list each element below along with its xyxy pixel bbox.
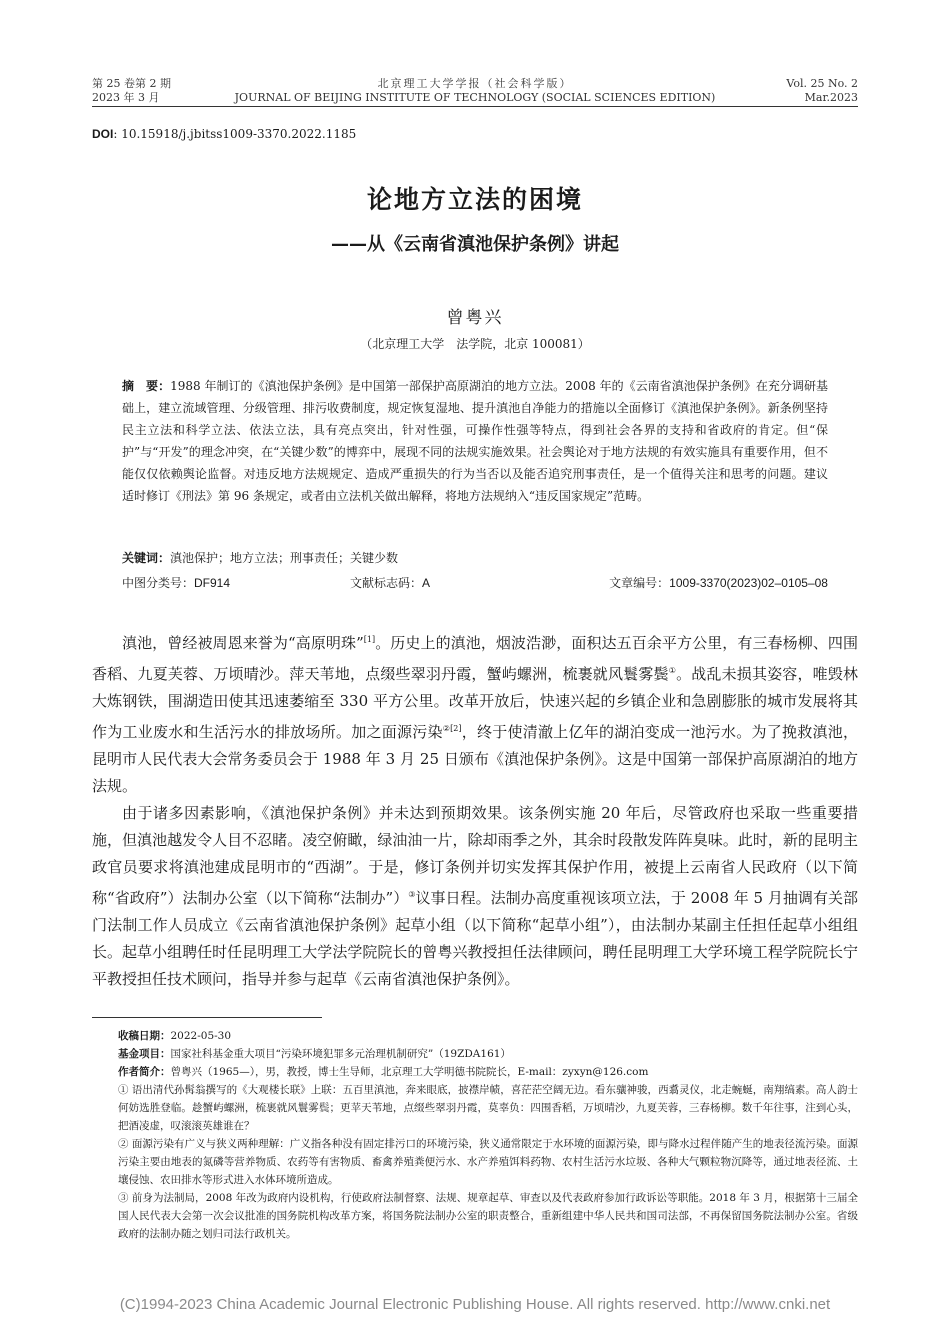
paper-title: 论地方立法的困境	[366, 185, 583, 214]
paragraph: 由于诸多因素影响，《滇池保护条例》并未达到预期效果。该条例实施 20 年后，尽管政府也采取一些重要措施，但滇池越发令人目不忍睹。凌空俯瞰，绿油油一片，除却雨季之外，其余时段散发阵阵臭味。此时，新的昆明主政官员要求将滇池建成昆明市的“西湖”。于是，修订条例并切实发挥其保护作用，被提上云南省人民政府（以下简称“省政府”）法制办公室（以下简称“法制办”）③议事日程。法制办高度重视该项立法，于 2008 年 5 月抽调有关部门法制工作人员成立《云南省滇池保护条例》起草小组（以下简称“起草小组”），由法制办某副主任担任起草小组组长。起草小组聘任时任昆明理工大学法学院院长的曾粤兴教授担任法律顾问，聘任昆明理工大学环境工程学院院长宁平教授担任技术顾问，指导并参与起草《云南省滇池保护条例》。	[92, 804, 859, 988]
abstract	[122, 375, 828, 507]
journal-name-cn: 北京理工大学学报（社会科学版）	[377, 77, 573, 90]
header-volume-cn: 第 25 卷第 2 期	[92, 77, 171, 90]
copyright-notice: (C)1994-2023 China Academic Journal Electronic Publishing House. All rights reserved. http://www.cnki.net	[119, 1296, 831, 1313]
footnote-3: ③ 前身为法制局，2008 年改为政府内设机构，行使政府法制督察、法规、规章起草、审查以及代表政府参加行政诉讼等职能。2018 年 3 月，根据第十三届全国人民代表大会第一次会议批准的国务院机构改革方案，将国务院法制办公室的职责整合，重新组建中华人民共和国司法部，不再保留国务院法制办公室。省级政府的法制办随之划归司法行政机关。	[118, 1192, 858, 1240]
document-code: 文献标志码：A	[350, 576, 431, 590]
fund-project: 基金项目：国家社科基金重大项目“污染环境犯罪多元治理机制研究”（19ZDA161）	[118, 1048, 511, 1060]
article-number: 文章编号：1009-3370(2023)02–0105–08	[609, 576, 828, 590]
body-text	[92, 626, 858, 993]
header-date-cn: 2023 年 3 月	[92, 91, 160, 104]
doi-label: DOI	[92, 127, 114, 141]
footnote-2: ② 面源污染有广义与狭义两种理解：广义指各种没有固定排污口的环境污染，狭义通常限定于水环境的面源污染，即与降水过程伴随产生的地表径流污染。面源污染主要由地表的氮磷等营养物质、农药等有害物质、畜禽养殖粪便污水、水产养殖饵料药物、农村生活污水垃圾、各种大气颗粒物沉降等，通过地表径流、土壤侵蚀、农田排水等形式进入水体环境所造成。	[118, 1138, 858, 1186]
header-date-en: Mar.2023	[804, 91, 858, 104]
abstract-label: 摘 要：	[122, 379, 171, 393]
author-affiliation: （北京理工大学 法学院，北京 100081）	[360, 337, 590, 351]
footnote-ref: ③	[408, 890, 416, 899]
header-issue	[92, 77, 171, 105]
header-volume-en: Vol. 25 No. 2	[786, 77, 858, 90]
footnote-ref: ①	[668, 666, 677, 675]
keywords-text: 滇池保护；地方立法；刑事责任；关键少数	[170, 551, 399, 565]
author-name: 曾粤兴	[446, 308, 504, 328]
footnotes	[118, 1027, 858, 1243]
clc-number: 中图分类号：DF914	[122, 576, 231, 590]
journal-name-en: JOURNAL OF BEIJING INSTITUTE OF TECHNOLOGY (SOCIAL SCIENCES EDITION)	[234, 91, 716, 104]
footnote-ref: ②[2]	[442, 724, 462, 733]
received-date: 收稿日期：2022-05-30	[118, 1030, 232, 1042]
citation-ref: [1]	[363, 635, 376, 644]
keywords-label: 关键词：	[122, 551, 171, 565]
header-volume	[786, 77, 858, 105]
author-bio: 作者简介：曾粤兴（1965—），男，教授，博士生导师，北京理工大学明德书院院长，E-mail：zyxyn@126.com	[118, 1066, 649, 1078]
header-journal	[200, 77, 750, 105]
abstract-text: 1988 年制订的《滇池保护条例》是中国第一部保护高原湖泊的地方立法。2008 年的《云南省滇池保护条例》在充分调研基础上，建立流域管理、分级管理、排污收费制度，规定恢复湿地、提升滇池自净能力的措施以全面修订《滇池保护条例》。新条例坚持民主立法和科学立法、依法立法，具有亮点突出，针对性强，可操作性强等特点，得到社会各界的支持和省政府的肯定。但“保护”与“开发”的理念冲突，在“关键少数”的博弈中，展现不同的法规实施效果。社会舆论对于地方法规的有效实施具有重要作用，但不能仅仅依赖舆论监督。对违反地方法规规定、造成严重损失的行为当否以及能否追究刑事责任，是一个值得关注和思考的问题。建议适时修订《刑法》第 96 条规定，或者由立法机关做出解释，将地方法规纳入“违反国家规定”范畴。	[122, 379, 828, 503]
paper-subtitle: ——从《云南省滇池保护条例》讲起	[331, 234, 619, 255]
footnote-1: ① 语出清代孙髯翁撰写的《大观楼长联》上联：五百里滇池，奔来眼底，披襟岸帻，喜茫茫空阔无边。看东骧神骏，西翥灵仪，北走蜿蜒，南翔缟素。高人韵士何妨选胜登临。趁蟹屿螺洲，梳裹就风鬟雾鬓；更苹天苇地，点缀些翠羽丹霞，莫辜负：四围香稻，万顷晴沙，九夏芙蓉，三春杨柳。数千年往事，注到心头，把酒凌虚，叹滚滚英雄谁在？	[118, 1084, 858, 1132]
footnote-rule	[92, 1017, 322, 1018]
keywords	[122, 549, 828, 567]
header-rule	[92, 106, 858, 107]
doi-value: : 10.15918/j.jbitss1009-3370.2022.1185	[113, 127, 357, 141]
doi	[92, 127, 356, 141]
paragraph: 滇池，曾经被周恩来誉为“高原明珠”[1]。历史上的滇池，烟波浩渺，面积达五百余平方公里，有三春杨柳、四围香稻、九夏芙蓉、万顷晴沙。萍天苇地，点缀些翠羽丹霞，蟹屿螺洲，梳裹就风鬟雾鬓①。战乱未损其姿容，唯毁林大炼钢铁，围湖造田使其迅速萎缩至 330 平方公里。改革开放后，快速兴起的乡镇企业和急剧膨胀的城市发展将其作为工业废水和生活污水的排放场所。加之面源污染$^{②[2]}$，终于使清澈上亿年的湖泊变成一池污水。为了挽救滇池，昆明市人民代表大会常务委员会于 1988 年 3 月 25 日颁布《滇池保护条例》。这是中国第一部保护高原湖泊的地方法规。	[92, 634, 858, 795]
